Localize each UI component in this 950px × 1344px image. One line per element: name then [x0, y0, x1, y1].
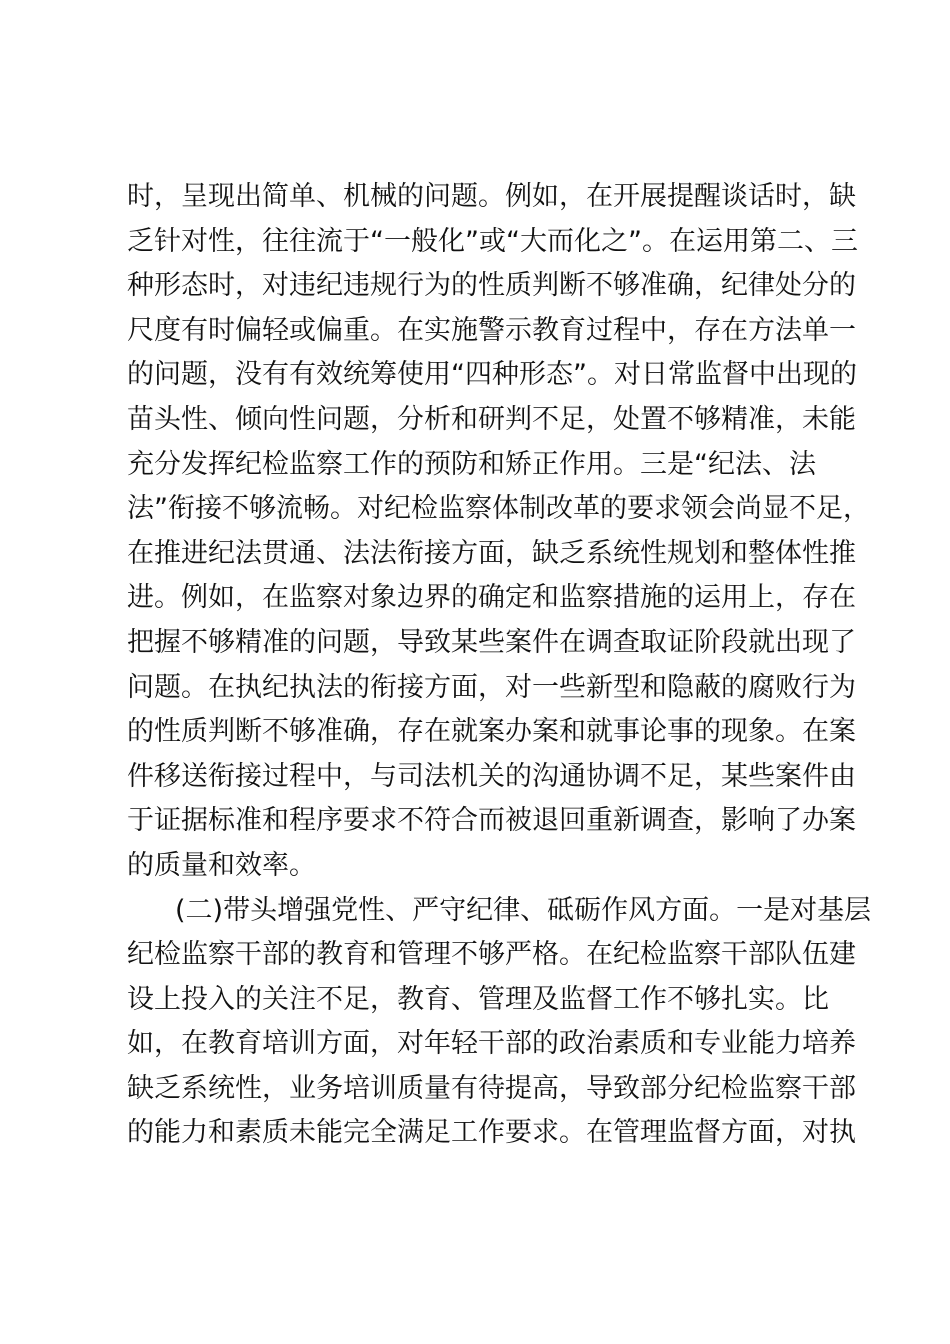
text-line: 如，在教育培训方面，对年轻干部的政治素质和专业能力培养: [127, 1028, 856, 1060]
section-heading-line: (二)带头增强党性、严守纪律、砥砺作风方面。一是对基层: [175, 894, 872, 926]
text-line: 充分发挥纪检监察工作的预防和矫正作用。三是“纪法、法: [127, 448, 816, 480]
text-line: 法”衔接不够流畅。对纪检监察体制改革的要求领会尚显不足，: [127, 493, 870, 525]
text-line: 乏针对性，往往流于“一般化”或“大而化之”。在运用第二、三: [127, 225, 858, 257]
text-line: 的性质判断不够准确，存在就案办案和就事论事的现象。在案: [127, 716, 856, 748]
text-line: 把握不够精准的问题，导致某些案件在调查取证阶段就出现了: [127, 626, 856, 658]
text-line: 件移送衔接过程中，与司法机关的沟通协调不足，某些案件由: [127, 760, 856, 792]
text-line: 苗头性、倾向性问题，分析和研判不足，处置不够精准，未能: [127, 403, 856, 435]
text-line: 纪检监察干部的教育和管理不够严格。在纪检监察干部队伍建: [127, 939, 856, 971]
text-line: 进。例如，在监察对象边界的确定和监察措施的运用上，存在: [127, 582, 856, 614]
text-line: 尺度有时偏轻或偏重。在实施警示教育过程中，存在方法单一: [127, 314, 856, 346]
text-line: 在推进纪法贯通、法法衔接方面，缺乏系统性规划和整体性推: [127, 537, 856, 569]
text-line: 种形态时，对违纪违规行为的性质判断不够准确，纪律处分的: [127, 270, 856, 302]
text-line: 的问题，没有有效统筹使用“四种形态”。对日常监督中出现的: [127, 359, 857, 391]
text-line: 于证据标准和程序要求不符合而被退回重新调查，影响了办案: [127, 805, 856, 837]
text-line: 问题。在执纪执法的衔接方面，对一些新型和隐蔽的腐败行为: [127, 671, 856, 703]
document-body: [127, 175, 872, 1156]
text-line: 缺乏系统性，业务培训质量有待提高，导致部分纪检监察干部: [127, 1072, 856, 1104]
text-line: 时，呈现出简单、机械的问题。例如，在开展提醒谈话时，缺: [127, 181, 856, 212]
text-line: 的能力和素质未能完全满足工作要求。在管理监督方面，对执: [127, 1117, 856, 1149]
text-line: 设上投入的关注不足，教育、管理及监督工作不够扎实。比: [127, 983, 829, 1015]
text-line: 的质量和效率。: [127, 849, 316, 881]
